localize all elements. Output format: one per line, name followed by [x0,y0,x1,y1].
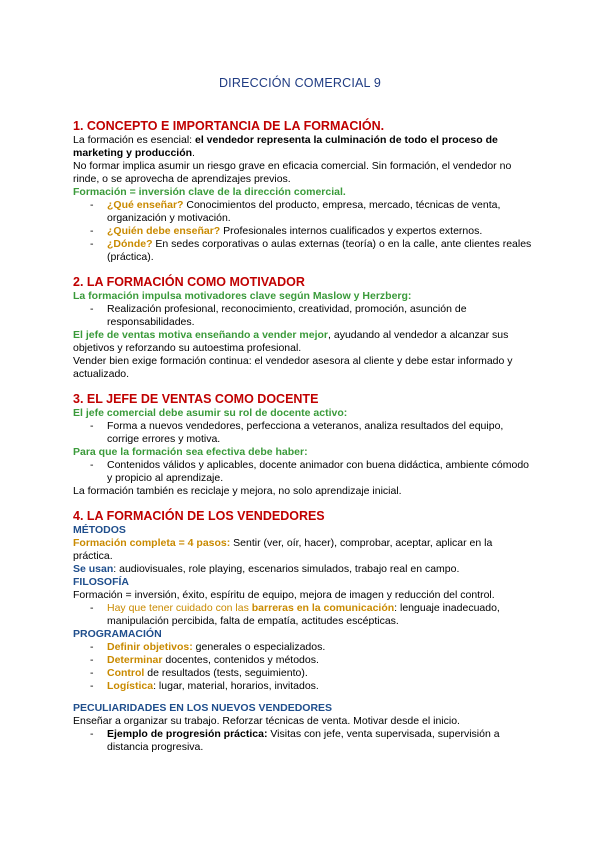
highlight-span: Hay que tener cuidado con las [107,602,252,614]
section-3-list-2 [73,459,533,485]
programacion-list [73,641,533,693]
text-span: En sedes corporativas o aulas externas (teoría) o en la calle, ante clientes reales (práctica). [107,238,532,263]
spacer [73,264,533,275]
list-item [73,238,533,264]
filosofia-line-1: Formación = inversión, éxito, espíritu de equipo, mejora de imagen y reducción del control. [73,589,495,601]
text-span: Sentir (ver, oír, hacer), comprobar, aceptar, aplicar en la práctica. [73,537,493,562]
section-2-heading: 2. LA FORMACIÓN COMO MOTIVADOR [73,275,305,289]
section-3-green-line-1: El jefe comercial debe asumir su rol de docente activo: [73,407,348,419]
list-item [73,225,533,238]
text-span: , ayudando al vendedor a alcanzar sus objetivos y reforzando su autoestima profesional. [73,329,509,354]
subsection-programacion: PROGRAMACIÓN [73,628,162,640]
list-item: - Contenidos válidos y aplicables, docente animador con buena didáctica, ambiente cómodo y propicio al aprendizaje. [73,459,533,485]
section-3-list-1 [73,420,533,446]
text-span: generales o especializados. [192,641,326,653]
highlight-span: Control [107,667,145,679]
section-4-heading: 4. LA FORMACIÓN DE LOS VENDEDORES [73,509,325,523]
text-span: : lugar, material, horarios, invitados. [153,680,319,692]
list-item [73,199,533,225]
metodos-line-1 [73,537,533,563]
highlight-span: El jefe de ventas motiva enseñando a vender mejor [73,329,329,341]
section-5-paragraph: Enseñar a organizar su trabajo. Reforzar técnicas de venta. Motivar desde el inicio. [73,715,460,727]
section-1-paragraph-2: No formar implica asumir un riesgo grave en eficacia comercial. Sin formación, el vendedor no rinde, o se aprovecha de aprendizajes previos. [73,160,512,185]
section-3-paragraph: La formación también es reciclaje y mejora, no solo aprendizaje inicial. [73,485,402,497]
list-item [73,654,533,667]
list-item: - Realización profesional, reconocimiento, creatividad, promoción, asunción de responsabilidades. [73,303,533,329]
section-1-heading: 1. CONCEPTO E IMPORTANCIA DE LA FORMACIÓN. [73,119,385,133]
section-1-green-line: Formación = inversión clave de la dirección comercial. [73,186,346,198]
spacer [73,381,533,392]
section-3-green-line-2: Para que la formación sea efectiva debe haber: [73,446,308,458]
highlight-span: ¿Qué enseñar? [107,199,184,211]
text-span: La formación es esencial: [73,134,195,146]
highlight-span: Definir objetivos: [107,641,193,653]
list-item [73,728,533,754]
text-span: docentes, contenidos y métodos. [162,654,319,666]
section-2-green-line: La formación impulsa motivadores clave según Maslow y Herzberg: [73,290,412,302]
section-2-paragraph-1 [73,329,533,355]
text-span: Conocimientos del producto, empresa, mercado, técnicas de venta, organización y motivación. [107,199,501,224]
section-5-heading: PECULIARIDADES EN LOS NUEVOS VENDEDORES [73,702,333,714]
list-item [73,641,533,654]
text-span: Visitas con jefe, venta supervisada, supervisión a distancia progresiva. [107,728,500,753]
list-item [73,667,533,680]
bold-span: Ejemplo de progresión práctica: [107,728,268,740]
bold-span: el vendedor representa la culminación de todo el proceso de marketing y producción [73,134,498,159]
text-span: : lenguaje inadecuado, manipulación percibida, falta de empatía, actitudes escépticas. [107,602,500,627]
document-content [73,119,533,754]
spacer [73,498,533,509]
highlight-span: Formación completa = 4 pasos: [73,537,231,549]
section-1-paragraph-1 [73,134,533,160]
filosofia-list [73,602,533,628]
highlight-span: ¿Dónde? [107,238,153,250]
list-item [73,680,533,693]
highlight-span: ¿Quién debe enseñar? [107,225,221,237]
list-item: - Forma a nuevos vendedores, perfecciona a veteranos, analiza resultados del equipo, corrige errores y motiva. [73,420,533,446]
highlight-span: Logística [107,680,154,692]
highlight-span: Se usan [73,563,114,575]
section-5-list [73,728,533,754]
subsection-filosofia: FILOSOFÍA [73,576,129,588]
spacer [73,693,533,702]
list-item [73,602,533,628]
highlight-span: barreras en la comunicación [251,602,395,614]
text-span: de resultados (tests, seguimiento). [144,667,308,679]
text-span: Profesionales internos cualificados y expertos externos. [220,225,483,237]
section-1-list [73,199,533,264]
section-3-heading: 3. EL JEFE DE VENTAS COMO DOCENTE [73,392,319,406]
metodos-line-2 [73,563,533,576]
document-title: DIRECCIÓN COMERCIAL 9 [218,76,382,90]
section-2-list [73,303,533,329]
text-span: : audiovisuales, role playing, escenarios simulados, trabajo real en campo. [113,563,460,575]
subsection-metodos: MÉTODOS [73,524,126,536]
section-2-paragraph-2: Vender bien exige formación continua: el vendedor asesora al cliente y debe estar informado y actualizado. [73,355,513,380]
highlight-span: Determinar [107,654,163,666]
text-span: . [192,147,195,159]
